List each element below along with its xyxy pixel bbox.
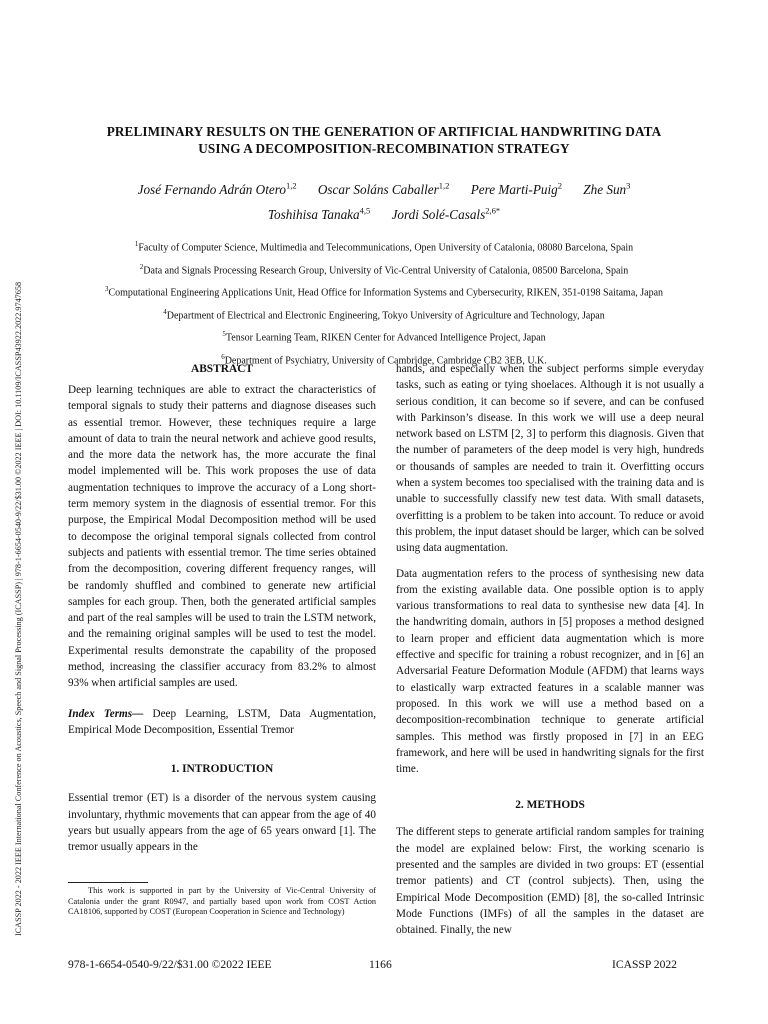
index-terms-label: Index Terms— bbox=[68, 707, 144, 720]
affil-text: Computational Engineering Applications Unit, Head Office for Information Systems and Cybersecurity, RIKEN, 351-0198 Saitama, Japan bbox=[108, 287, 664, 299]
affil-text: Faculty of Computer Science, Multimedia and Telecommunications, Open University of Catalonia, 08080 Barcelona, Spain bbox=[138, 242, 634, 254]
author-row-1 bbox=[60, 176, 708, 200]
right-column bbox=[396, 361, 704, 939]
footer-page-number: 1166 bbox=[369, 958, 392, 971]
affil-text: Tensor Learning Team, RIKEN Center for Advanced Intelligence Project, Japan bbox=[225, 332, 546, 344]
affil-text: Data and Signals Processing Research Group, University of Vic-Central University of Catalonia, 08500 Barcelona, Spain bbox=[143, 264, 629, 276]
footer-conference: ICASSP 2022 bbox=[612, 958, 677, 971]
author-4 bbox=[583, 182, 630, 197]
author-name: Zhe Sun bbox=[583, 182, 627, 198]
author-name: Pere Marti-Puig bbox=[470, 182, 558, 198]
affiliation-3 bbox=[60, 280, 708, 303]
author-row-2 bbox=[60, 200, 708, 224]
doi-side-note bbox=[14, 96, 24, 936]
author-1 bbox=[138, 182, 297, 197]
intro-paragraph-1-cont: hands, and especially when the subject performs simple everyday tasks, such as eating or tying shoelaces. Although it is not usually a serious condition, it can become so if severe, and can be confused with Parkinson’s disease. In this work we will use a deep neural network based on LSTM [2, 3] to perform this diagnosis. Given that the number of parameters of the deep model is very high, hundreds or thousands of samples are needed to train it. Overfitting occurs when a system becomes too specialised with the training data and is unable to successfully classify new test data. With small datasets, overfitting is a problem to be taken into account. To reduce or avoid this problem, the input dataset should be larger, which can be solved using data augmentation. bbox=[396, 363, 704, 555]
intro-paragraph-1: Essential tremor (ET) is a disorder of the nervous system causing involuntary, rhythmic movements that can appear from the age of 40 years but usually appears from the age of 65 years onward [1]. The tremor usually appears in the bbox=[68, 792, 376, 854]
author-name: Toshihisa Tanaka bbox=[267, 206, 360, 222]
affil-sup: 5 bbox=[222, 330, 226, 339]
funding-footnote bbox=[68, 882, 376, 918]
author-sup: 1,2 bbox=[285, 181, 297, 191]
methods-heading: 2. METHODS bbox=[515, 799, 585, 812]
author-5 bbox=[268, 207, 370, 222]
intro-paragraph-2: Data augmentation refers to the process of synthesising new data from the existing available data. One possible option is to apply various transformations to real data to synthesise new data [4]. In the handwriting domain, authors in [5] proposes a method designed to learn proper and efficient data augmentation which is more effective and specific for training a robust recognizer, and in [6] an Adversarial Feature Deformation Module (AFDM) that learns ways to elastically warp extracted features in a scalable manner was proposed. In this work we will use a method based on a decomposition-recombination technique to generate artificial samples. This method was firstly proposed in [7] in an EEG framework, and here will be used in handwriting signals for the first time. bbox=[396, 567, 704, 776]
author-2 bbox=[318, 182, 450, 197]
author-sup: 2,6* bbox=[485, 205, 501, 216]
title-line-2: USING A DECOMPOSITION-RECOMBINATION STRATEGY bbox=[198, 141, 570, 156]
affil-sup: 3 bbox=[104, 285, 109, 294]
affiliation-4 bbox=[60, 303, 708, 326]
author-3 bbox=[471, 182, 562, 197]
author-sup: 1,2 bbox=[438, 181, 450, 191]
paper-title bbox=[60, 123, 708, 157]
author-sup: 3 bbox=[626, 181, 631, 191]
affil-sup: 4 bbox=[163, 307, 167, 316]
index-terms-text: Deep Learning, LSTM, Data Augmentation, Empirical Mode Decomposition, Essential Tremor bbox=[68, 707, 376, 736]
introduction-heading: 1. INTRODUCTION bbox=[170, 763, 274, 776]
left-column bbox=[68, 361, 376, 855]
affil-text: Department of Electrical and Electronic Engineering, Tokyo University of Agriculture and Technology, Japan bbox=[166, 309, 605, 321]
author-sup: 4,5 bbox=[359, 205, 371, 216]
author-name: José Fernando Adrán Otero bbox=[137, 182, 286, 198]
author-name: Oscar Soláns Caballer bbox=[317, 182, 439, 198]
affil-text: Department of Psychiatry, University of Cambridge, Cambridge CB2 3EB, U.K. bbox=[224, 354, 547, 366]
affiliation-1 bbox=[60, 235, 708, 258]
affil-sup: 2 bbox=[139, 262, 144, 271]
index-terms bbox=[68, 706, 376, 739]
footer-copyright: 978-1-6654-0540-9/22/$31.00 ©2022 IEEE bbox=[68, 958, 272, 971]
affiliation-5 bbox=[60, 325, 708, 348]
author-sup: 2 bbox=[557, 181, 562, 191]
author-list bbox=[60, 176, 708, 225]
abstract-body: Deep learning techniques are able to extract the characteristics of temporal signals to study their patterns and diagnose diseases such as essential tremor. However, these techniques require a large amount of data to train the neural network and achieve good results, and the more data the network has, the more accurate the final model implemented will be. This work proposes the use of data augmentation techniques to improve the accuracy of a Long short-term memory system in the diagnosis of essential tremor. For this purpose, the Empirical Modal Decomposition method will be used to decompose the original temporal signals collected from control subjects and patients with essential tremor. The time series obtained from the decomposition, covering different frequency ranges, will be randomly shuffled and combined to generate new artificial samples for each group. Then, both the generated artificial samples and part of the real samples will be used to train the LSTM network, and the remaining original samples will be used to test the model. Experimental results demonstrate the capability of the proposed method, increasing the classifier accuracy from 83.2% to almost 93% when artificial samples are used. bbox=[68, 384, 376, 690]
methods-paragraph-1: The different steps to generate artificial random samples for training the model are explained below: First, the working scenario is presented and the samples are divided in two groups: ET (essential tremor patients) and CT (control subjects). Then, using the Empirical Mode Decomposition (EMD) [8], the so-called Intrinsic Mode Functions (IMFs) of all the samples in the dataset are obtained. Finally, the new bbox=[396, 826, 704, 937]
author-6 bbox=[392, 207, 501, 222]
abstract-heading: ABSTRACT bbox=[190, 363, 254, 375]
affiliation-2 bbox=[60, 258, 708, 281]
doi-side-text: ICASSP 2022 - 2022 IEEE International Conference on Acoustics, Speech and Signal Processing (ICASSP) | 978-1-6654-0540-9/22/$31.00 ©2022 IEEE | DOI: 10.1109/ICASSP43922.2022.9747658 bbox=[14, 281, 23, 936]
footnote-rule bbox=[68, 882, 148, 883]
affil-sup: 1 bbox=[134, 240, 139, 248]
footnote-text: This work is supported in part by the University of Vic-Central University of Catalonia under the grant R0947, and partially based upon work from COST Action CA18106, supported by COST (European Cooperation in Science and Technology) bbox=[68, 886, 376, 917]
title-line-1: PRELIMINARY RESULTS ON THE GENERATION OF ARTIFICIAL HANDWRITING DATA bbox=[106, 124, 662, 139]
affiliation-list bbox=[60, 235, 708, 370]
author-name: Jordi Solé-Casals bbox=[391, 206, 486, 222]
affil-sup: 6 bbox=[221, 352, 225, 361]
